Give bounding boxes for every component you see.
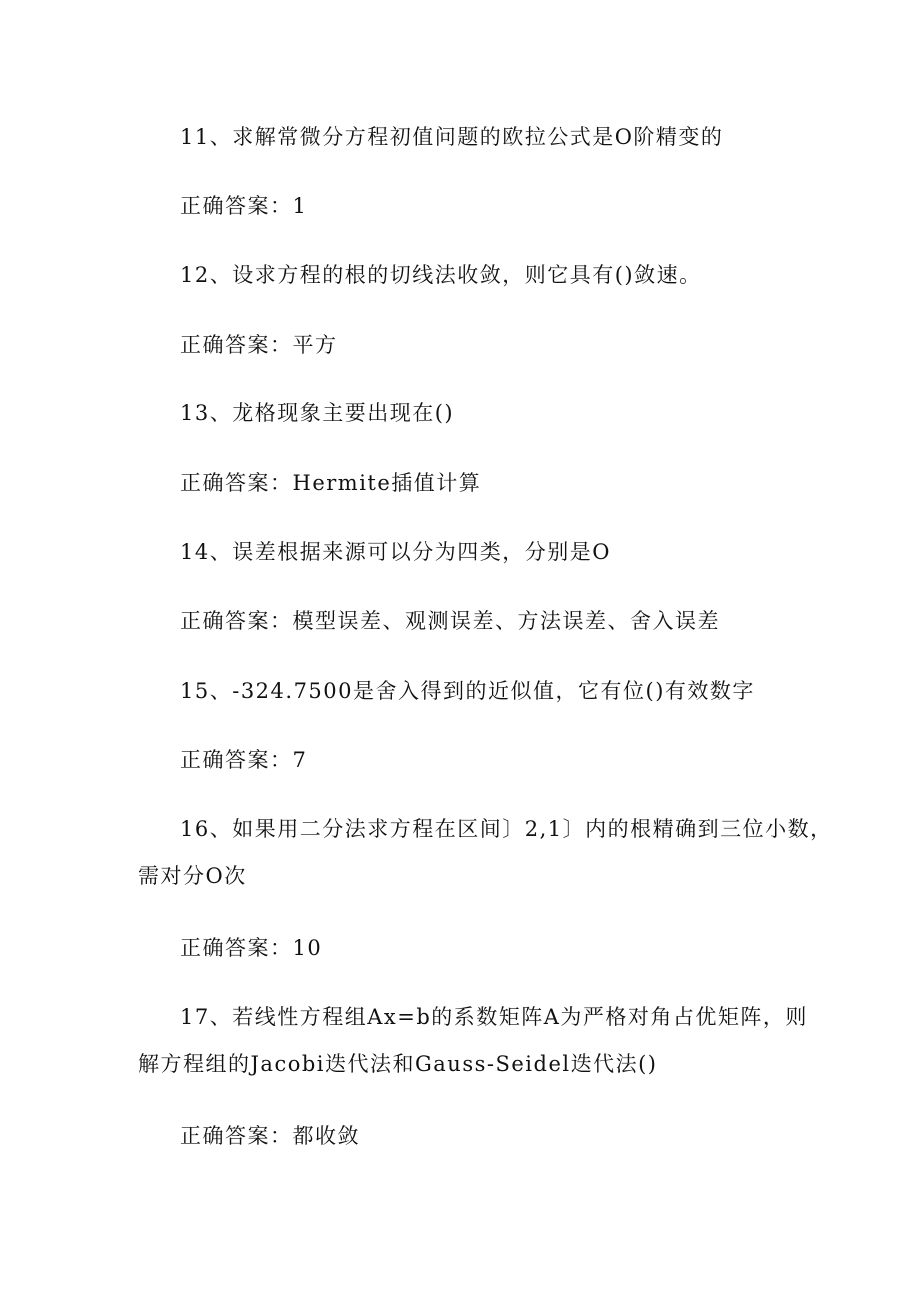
answer-14: 正确答案：模型误差、观测误差、方法误差、舍入误差 [180, 609, 720, 633]
question-16-continuation: 需对分O次 [138, 864, 247, 888]
answer-15: 正确答案：7 [180, 748, 308, 772]
question-17-continuation: 解方程组的Jacobi迭代法和Gauss-Seidel迭代法() [138, 1052, 658, 1076]
question-14: 14、误差根据来源可以分为四类，分别是O [180, 540, 611, 564]
question-12: 12、设求方程的根的切线法收敛，则它具有()敛速。 [180, 263, 702, 287]
answer-16: 正确答案：10 [180, 936, 323, 960]
answer-12: 正确答案：平方 [180, 333, 338, 357]
question-13: 13、龙格现象主要出现在() [180, 401, 455, 425]
answer-17: 正确答案：都收敛 [180, 1124, 360, 1148]
question-16: 16、如果用二分法求方程在区间〕2,1〕内的根精确到三位小数， [180, 817, 833, 841]
question-15: 15、-324.7500是舍入得到的近似值，它有位()有效数字 [180, 679, 755, 703]
answer-11: 正确答案：1 [180, 194, 308, 218]
question-11: 11、求解常微分方程初值问题的欧拉公式是O阶精变的 [180, 125, 724, 149]
question-17: 17、若线性方程组Ax=b的系数矩阵A为严格对角占优矩阵，则 [180, 1005, 808, 1029]
answer-13: 正确答案：Hermite插值计算 [180, 471, 482, 495]
